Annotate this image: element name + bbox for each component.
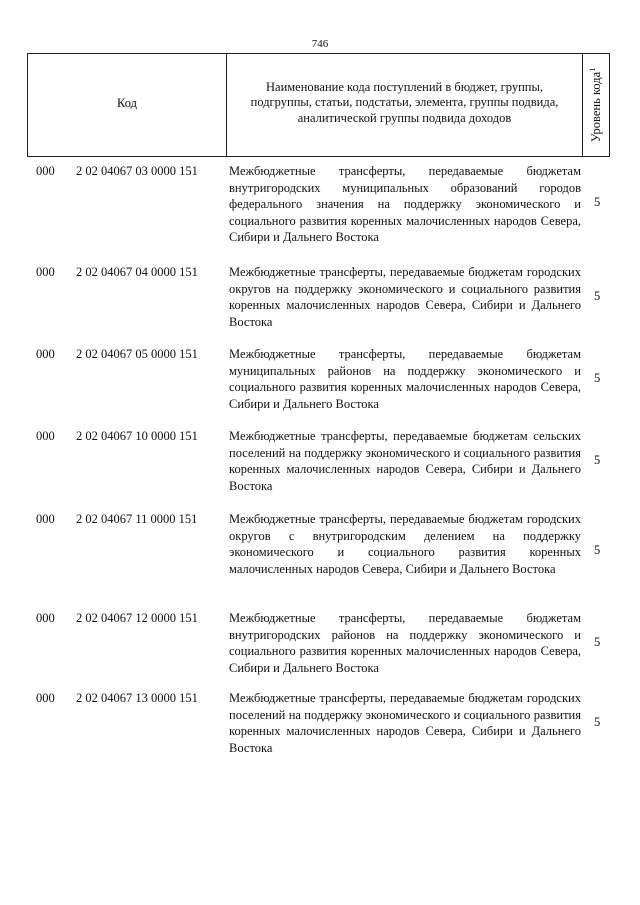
admin-code: 000	[36, 429, 55, 443]
income-code: 2 02 04067 12 0000 151	[76, 611, 198, 625]
admin-code: 000	[36, 265, 55, 279]
income-name: Межбюджетные трансферты, передаваемые бюджетам городских округов с внутригородским делением на поддержку экономического и социального развития коренных малочисленных народов Севера, Сибири и Дальнего Востока	[229, 512, 581, 576]
header-level-text: Уровень кода	[589, 71, 604, 143]
income-name: Межбюджетные трансферты, передаваемые бюджетам внутригородских муниципальных образований городов федерального значения на поддержку экономического и социального развития коренных малочисленных народов Севера, Сибири и Дальнего Востока	[229, 164, 581, 244]
income-code: 2 02 04067 03 0000 151	[76, 164, 198, 178]
admin-code: 000	[36, 164, 55, 178]
code-level: 5	[594, 635, 601, 649]
header-level	[583, 54, 609, 156]
income-code: 2 02 04067 13 0000 151	[76, 691, 198, 705]
income-name: Межбюджетные трансферты, передаваемые бюджетам городских поселений на поддержку экономического и социального развития коренных малочисленных народов Севера, Сибири и Дальнего Востока	[229, 691, 581, 755]
income-code: 2 02 04067 05 0000 151	[76, 347, 198, 361]
income-name: Межбюджетные трансферты, передаваемые бюджетам городских округов на поддержку экономического и социального развития коренных малочисленных народов Севера, Сибири и Дальнего Востока	[229, 265, 581, 329]
admin-code: 000	[36, 347, 55, 361]
header-name: Наименование кода поступлений в бюджет, группы, подгруппы, статьи, подстатьи, элемента, группы подвида, аналитической группы подвида доходов	[227, 54, 583, 156]
page-number: 746	[311, 38, 329, 50]
income-code: 2 02 04067 10 0000 151	[76, 429, 198, 443]
code-level: 5	[594, 289, 601, 303]
header-code: Код	[28, 54, 227, 156]
header-level-footnote: 1	[587, 67, 597, 72]
income-name: Межбюджетные трансферты, передаваемые бюджетам внутригородских районов на поддержку экономического и социального развития коренных малочисленных народов Севера, Сибири и Дальнего Востока	[229, 611, 581, 675]
admin-code: 000	[36, 611, 55, 625]
admin-code: 000	[36, 691, 55, 705]
code-level: 5	[594, 715, 601, 729]
code-level: 5	[594, 195, 601, 209]
code-level: 5	[594, 453, 601, 467]
income-name: Межбюджетные трансферты, передаваемые бюджетам муниципальных районов на поддержку экономического и социального развития коренных малочисленных народов Севера, Сибири и Дальнего Востока	[229, 347, 581, 411]
income-name: Межбюджетные трансферты, передаваемые бюджетам сельских поселений на поддержку экономического и социального развития коренных малочисленных народов Севера, Сибири и Дальнего Востока	[229, 429, 581, 493]
code-level: 5	[594, 371, 601, 385]
income-code: 2 02 04067 11 0000 151	[76, 512, 198, 526]
header-level-label	[588, 68, 604, 142]
table-header	[27, 53, 610, 157]
admin-code: 000	[36, 512, 55, 526]
income-code: 2 02 04067 04 0000 151	[76, 265, 198, 279]
code-level: 5	[594, 543, 601, 557]
